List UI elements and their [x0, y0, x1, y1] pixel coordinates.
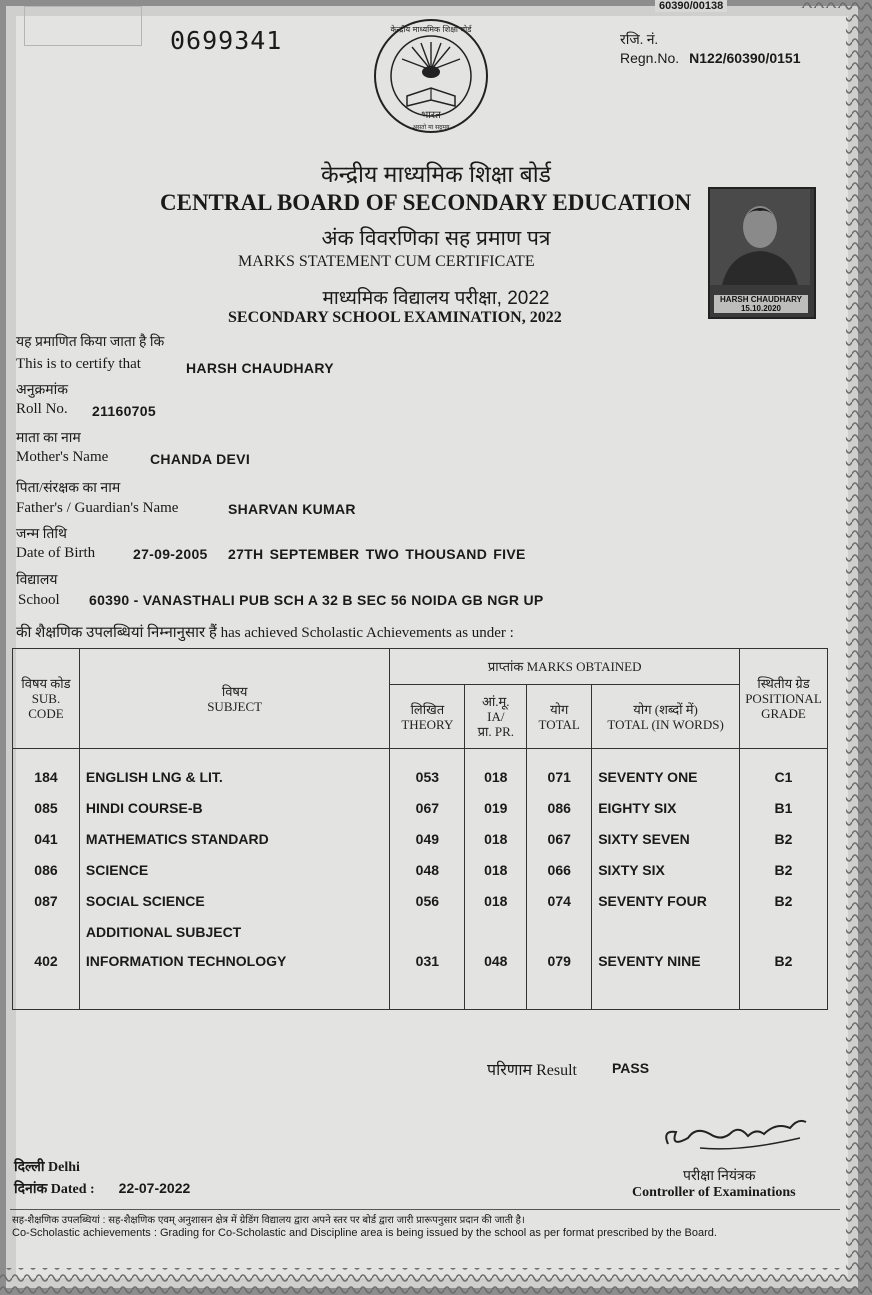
table-row: 402 INFORMATION TECHNOLOGY 031 048 079 SEVENTY NINE B2	[13, 947, 828, 1010]
portrait-icon	[710, 189, 810, 285]
additional-subject-heading: ADDITIONAL SUBJECT	[79, 916, 389, 947]
registration-value: N122/60390/0151	[689, 50, 801, 66]
issue-date-label: दिनांक Dated :	[14, 1182, 95, 1197]
student-photo	[708, 187, 816, 319]
issue-date-value: 22-07-2022	[118, 1180, 191, 1196]
student-name: HARSH CHAUDHARY	[186, 360, 334, 376]
header-total-words: योग (शब्दों में) TOTAL (IN WORDS)	[592, 685, 740, 749]
roll-label-hindi: अनुक्रमांक	[16, 383, 68, 398]
stamp-box	[24, 6, 142, 46]
exam-title-hindi: माध्यमिक विद्यालय परीक्षा, 2022	[322, 288, 550, 309]
header-grade: स्थितीय ग्रेड POSITIONAL GRADE	[739, 649, 827, 749]
footer-divider	[10, 1209, 840, 1210]
dob-label: Date of Birth	[16, 545, 96, 561]
registration-label-hindi: रजि. नं.	[620, 33, 659, 48]
school-value: 60390 - VANASTHALI PUB SCH A 32 B SEC 56 NOIDA GB NGR UP	[89, 592, 544, 608]
table-row: 085 HINDI COURSE-B 067 019 086 EIGHTY SIX B1	[13, 792, 828, 823]
emblem-top-text: केन्द्रीय माध्यमिक शिक्षा बोर्ड	[390, 25, 472, 34]
footnote: Co-Scholastic achievements : Grading for Co-Scholastic and Discipline area is being issued by the school as per format prescribed by the Board.	[12, 1227, 717, 1239]
footnote-hindi: सह-शैक्षणिक उपलब्धियां : सह-शैक्षणिक एवम् अनुशासन क्षेत्र में ग्रेडिंग विद्यालय द्वारा अपने स्तर पर बोर्ड द्वारा जारी प्रारूपनुसार प्रदान की जाती है।	[12, 1215, 525, 1226]
father-label: Father's / Guardian's Name	[16, 500, 179, 516]
cbse-emblem-icon	[372, 14, 490, 142]
document-title: MARKS STATEMENT CUM CERTIFICATE	[238, 253, 535, 270]
dob-label-hindi: जन्म तिथि	[16, 527, 67, 542]
board-name: CENTRAL BOARD OF SECONDARY EDUCATION	[160, 190, 692, 215]
roll-number: 21160705	[92, 403, 156, 419]
school-label: School	[18, 592, 60, 608]
registration-label: Regn.No.	[620, 50, 680, 66]
header-subject: विषय SUBJECT	[79, 649, 389, 749]
table-row: 041 MATHEMATICS STANDARD 049 018 067 SIXTY SEVEN B2	[13, 823, 828, 854]
table-row: 087 SOCIAL SCIENCE 056 018 074 SEVENTY FOUR B2	[13, 885, 828, 916]
mother-label-hindi: माता का नाम	[16, 431, 81, 446]
header-marks-obtained: प्राप्तांक MARKS OBTAINED	[390, 649, 740, 685]
achievements-label-hindi: की शैक्षणिक उपलब्धियां निम्नानुसार हैं	[16, 625, 217, 641]
emblem-motto-text: असतो मा सद्गमय	[412, 124, 450, 131]
result-value: PASS	[612, 1060, 650, 1076]
header-theory: लिखित THEORY	[390, 685, 465, 749]
table-row: 086 SCIENCE 048 018 066 SIXTY SIX B2	[13, 854, 828, 885]
exam-title: SECONDARY SCHOOL EXAMINATION, 2022	[228, 309, 562, 326]
achievements-line	[16, 622, 514, 642]
father-label-hindi: पिता/संरक्षक का नाम	[16, 481, 121, 496]
controller-title-hindi: परीक्षा नियंत्रक	[683, 1169, 756, 1184]
certify-label: This is to certify that	[16, 356, 141, 372]
photo-caption-date: 15.10.2020	[740, 304, 782, 313]
header-total: योग TOTAL	[527, 685, 592, 749]
top-reference-code: 60390/00138	[655, 0, 727, 12]
controller-title: Controller of Examinations	[632, 1185, 796, 1200]
mother-name: CHANDA DEVI	[150, 451, 251, 467]
dob-words: 27TH SEPTEMBER TWO THOUSAND FIVE	[228, 546, 526, 562]
mother-label: Mother's Name	[16, 449, 109, 465]
marks-table	[12, 648, 828, 1010]
certify-label-hindi: यह प्रमाणित किया जाता है कि	[16, 335, 165, 350]
father-name: SHARVAN KUMAR	[228, 501, 356, 517]
roll-label: Roll No.	[16, 401, 68, 417]
place-of-issue: दिल्ली Delhi	[14, 1160, 80, 1175]
header-sub-code: विषय कोड SUB. CODE	[13, 649, 80, 749]
document-title-hindi: अंक विवरणिका सह प्रमाण पत्र	[321, 227, 551, 250]
table-row: 184 ENGLISH LNG & LIT. 053 018 071 SEVENTY ONE C1	[13, 749, 828, 793]
result-label: परिणाम Result	[487, 1062, 577, 1079]
issue-date	[14, 1179, 190, 1198]
achievements-label: has achieved Scholastic Achievements as under :	[220, 625, 514, 641]
photo-caption-name: HARSH CHAUDHARY	[720, 295, 802, 304]
registration-number	[620, 50, 800, 66]
header-ia-pr: आं.मू. IA/ प्रा. PR.	[465, 685, 527, 749]
dob-value: 27-09-2005	[133, 546, 208, 562]
school-label-hindi: विद्यालय	[16, 573, 58, 588]
additional-subject-heading-row	[13, 916, 828, 947]
serial-number: 0699341	[170, 26, 283, 55]
emblem-country-text: भारत	[421, 110, 441, 121]
controller-signature	[660, 1108, 810, 1158]
board-name-hindi: केन्द्रीय माध्यमिक शिक्षा बोर्ड	[321, 161, 551, 187]
photo-caption	[714, 295, 808, 313]
